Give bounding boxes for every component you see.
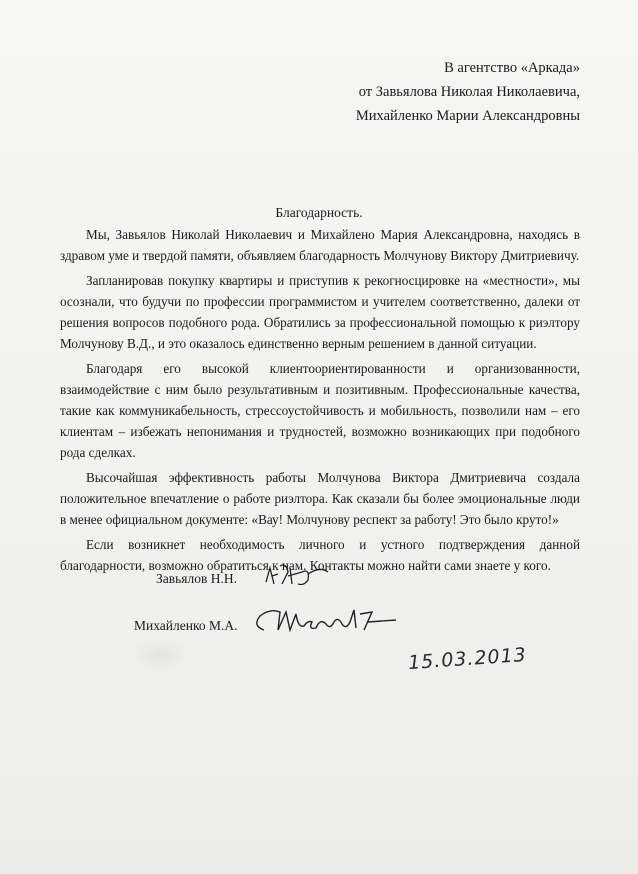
scan-smudge — [130, 640, 190, 670]
signature-first-image — [258, 558, 338, 594]
paragraph-3: Благодаря его высокой клиентоориентированности и организованности, взаимодействие с ним было результативным и позитивным. Профессиональные качества, такие как коммуникабельность, стрессоустойчивость и мобильность, позволили нам – его клиентам – избежать непонимания и трудностей, возможно возникающих при подобного рода сделках. — [60, 361, 580, 460]
paragraph-4: Высочайшая эффективность работы Молчунова Виктора Дмитриевича создала положительное впечатление о работе риэлтора. Как сказали бы более эмоциональные люди в менее официальном документе: «Вау! Молчунову респект за работу! Это было круто!» — [60, 470, 580, 527]
addressee-line-second-sender: Михайленко Марии Александровны — [355, 108, 580, 124]
document-title: Благодарность. — [275, 205, 363, 220]
signatory-name-second: Михайленко М.А. — [134, 618, 238, 633]
handwritten-date: 15.03.2013 — [407, 643, 528, 675]
paragraph-5: Если возникнет необходимость личного и устного подтверждения данной благодарности, возможно обратиться к нам. Контакты можно найти сами знаете у кого. — [60, 537, 580, 573]
signatory-name-first: Завьялов Н.Н. — [156, 571, 237, 586]
letter-body — [60, 224, 580, 580]
paragraph-2: Запланировав покупку квартиры и приступив к рекогносцировке на «местности», мы осознали, что будучи по профессии программистом и учителем соответственно, далеки от решения вопросов подобного рода. Обратились за профессиональной помощью к риэлтору Молчунову В.Д., и это оказалось единственно верным решением в данной ситуации. — [60, 273, 580, 351]
addressee-block — [356, 56, 580, 128]
addressee-line-agency: В агентство «Аркада» — [444, 60, 580, 76]
paragraph-1: Мы, Завьялов Николай Николаевич и Михайлено Мария Александровна, находясь в здравом уме и твердой памяти, объявляем благодарность Молчунову Виктору Дмитриевичу. — [60, 227, 580, 263]
signature-second-image — [250, 600, 400, 642]
addressee-line-from: от Завьялова Николая Николаевича, — [358, 84, 580, 100]
